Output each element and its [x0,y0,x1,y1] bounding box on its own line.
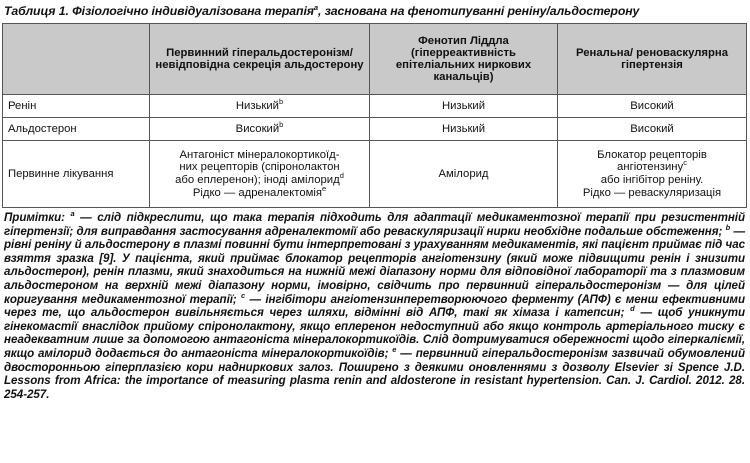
cell-treatment-renal: Блокатор рецепторів ангіотензину$^c$ або інгібітор реніну. Рідко — реваскуляризація [558,141,747,208]
caption-footnote-mark: а [313,2,318,12]
cell-aldosterone-renal: Високий [558,118,747,141]
table-header-row [3,24,747,95]
cell-treatment-liddle: Амілорид [370,141,558,208]
table-footnotes: Примітки: $^а$ — слід підкреслити, що така терапія підходить для адаптації медикаментозної терапії при резистентній гіпертензії; для виправдання застосування адреналектомії або реваскуляризації нирки необхідне подальше обстеження; $^b$ — рівні реніну й альдостерону в плазмі повинні бути інтерпретовані з урахуванням медикаментів, які пацієнт приймає під час взяття зразка [9]. У пацієнта, який приймає блокатор рецепторів ангіотензину (який може підвищити ренін і знизити альдостерон), ренін плазми, який знаходиться на нижній межі діапазону норми для відповідної лабораторії та з плазмовим альдостероном на верхній межі діапазону норми, імовірно, свідчить про первинний гіперальдостеронізм — для цілей коригування медикаментозної терапії; $^с$ — інгібітори ангіотензинперетворюючого ферменту (АПФ) є менш ефективними через те, що альдостерон вивільняється через шляхи, відмінні від АПФ, такі як хімаза і катепсин; $^d$ — щоб уникнути гінекомастії внаслідок прийому спіронолактону, якщо еплеренон недоступний або якщо контроль артеріального тиску є неадекватним лише за допомогою антагоніста мінералокортикоїдів. Слід дотримуватися обережності щодо гіперкаліємії, якщо амілорид додається до антагоніста мінералокортикоїдів; $^е$ — первинний гіперальдостеронізм зазвичай обумовлений двосторонньою гіперплазією кори надниркових залоз. Поширено з деякими оновленнями з дозволу Elsevier зі Spence J.D. Lessons from Africa: the importance of measuring plasma renin and aldosterone in resistant hypertension. Can. J. Cardiol. 2012. 28. 254-257. [4,209,746,401]
caption-text: Таблиця 1. Фізіологічно індивідуалізована терапія [4,4,314,18]
row-label-renin: Ренін [3,95,150,118]
header-renal-hypertension: Ренальна/ реноваскулярна гіпертензія [558,24,747,95]
table-caption [4,4,746,19]
header-primary-hyperaldosteronism: Первинний гіперальдостеронізм/ невідповідна секреція альдостерону [150,24,370,95]
row-label-treatment: Первинне лікування [3,141,150,208]
cell-renin-liddle: Низький [370,95,558,118]
cell-aldosterone-liddle: Низький [370,118,558,141]
therapy-table [2,23,747,208]
cell-renin-primary: Низький$^b$ [150,95,370,118]
cell-renin-renal: Високий [558,95,747,118]
header-liddle-phenotype: Фенотип Ліддла (гіперреактивність епітеліальних ниркових канальців) [370,24,558,95]
row-label-aldosterone: Альдостерон [3,118,150,141]
table-row-renin [3,95,747,118]
cell-aldosterone-primary: Високий$^b$ [150,118,370,141]
table-row-aldosterone [3,118,747,141]
header-corner-cell [3,24,150,95]
cell-treatment-primary: Антагоніст мінералокортикоїд- них рецепторів (спіронолактон або еплеренон); іноді амілорид$^d$ Рідко — адреналектомія$^e$ [150,141,370,208]
table-row-treatment [3,141,747,208]
caption-text-rest: , заснована на фенотипуванні реніну/альдостерону [317,4,640,18]
